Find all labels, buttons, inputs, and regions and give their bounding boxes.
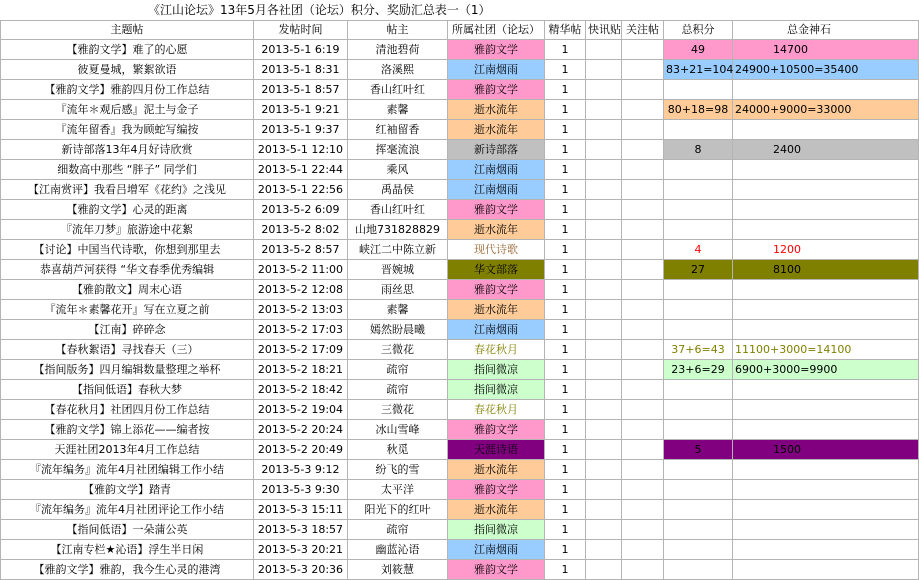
cell-essence[interactable]: 1 (545, 520, 586, 540)
cell-points[interactable] (664, 80, 733, 100)
cell-topic[interactable]: 『流年留香』我为顾蛇写编按 (1, 120, 254, 140)
cell-essence[interactable]: 1 (545, 160, 586, 180)
cell-topic[interactable]: 【雅韵文学】锦上添花——编者按 (1, 420, 254, 440)
cell-essence[interactable]: 1 (545, 100, 586, 120)
cell-flash[interactable] (586, 100, 622, 120)
cell-points[interactable] (664, 480, 733, 500)
cell-focus[interactable] (622, 220, 664, 240)
table-row (1, 360, 919, 380)
cell-topic[interactable]: 【江南赏评】我看吕增军《花约》之浅见 (1, 180, 254, 200)
cell-topic[interactable]: 【指间低语】春秋大梦 (1, 380, 254, 400)
cell-stones[interactable]: 14700 (733, 40, 919, 60)
cell-topic[interactable]: 【指间版务】四月编辑数量整理之举杯 (1, 360, 254, 380)
cell-club[interactable]: 雅韵文学 (448, 480, 545, 500)
cell-topic[interactable]: 恭喜葫芦河获得 “华文春季优秀编辑 (1, 260, 254, 280)
cell-points[interactable] (664, 420, 733, 440)
cell-club[interactable]: 江南烟雨 (448, 160, 545, 180)
cell-topic[interactable]: 【雅韵文学】雅韵四月份工作总结 (1, 80, 254, 100)
cell-club[interactable]: 指间微凉 (448, 520, 545, 540)
cell-stones[interactable]: 1500 (733, 440, 919, 460)
cell-flash[interactable] (586, 200, 622, 220)
cell-author[interactable]: 清池碧荷 (348, 40, 448, 60)
cell-focus[interactable] (622, 380, 664, 400)
cell-club[interactable]: 指间微凉 (448, 360, 545, 380)
cell-topic[interactable]: 细数高中那些 “胖子” 同学们 (1, 160, 254, 180)
cell-stones[interactable] (733, 180, 919, 200)
cell-time[interactable]: 2013-5-1 6:19 (254, 40, 348, 60)
cell-flash[interactable] (586, 460, 622, 480)
cell-focus[interactable] (622, 100, 664, 120)
cell-club[interactable]: 江南烟雨 (448, 180, 545, 200)
cell-flash[interactable] (586, 340, 622, 360)
cell-points[interactable]: 8 (664, 140, 733, 160)
cell-time[interactable]: 2013-5-1 22:56 (254, 180, 348, 200)
cell-time[interactable]: 2013-5-3 9:12 (254, 460, 348, 480)
cell-stones[interactable] (733, 500, 919, 520)
cell-topic[interactable]: 『流年编务』流年4月社团编辑工作小结 (1, 460, 254, 480)
cell-topic[interactable]: 【雅韵文学】雅韵，我今生心灵的港湾 (1, 560, 254, 580)
cell-stones[interactable] (733, 380, 919, 400)
col-header-author: 帖主 (348, 21, 448, 40)
cell-time[interactable]: 2013-5-2 17:03 (254, 320, 348, 340)
cell-essence[interactable]: 1 (545, 260, 586, 280)
cell-focus[interactable] (622, 520, 664, 540)
cell-club[interactable]: 江南烟雨 (448, 320, 545, 340)
cell-points[interactable]: 37+6=43 (664, 340, 733, 360)
cell-essence[interactable]: 1 (545, 120, 586, 140)
score-table (0, 20, 919, 580)
cell-author[interactable]: 太平洋 (348, 480, 448, 500)
cell-topic[interactable]: 彼夏曼城，繁絮欲语 (1, 60, 254, 80)
cell-essence[interactable]: 1 (545, 60, 586, 80)
table-row (1, 280, 919, 300)
cell-stones[interactable] (733, 220, 919, 240)
cell-flash[interactable] (586, 400, 622, 420)
cell-club[interactable]: 江南烟雨 (448, 540, 545, 560)
cell-time[interactable]: 2013-5-1 12:10 (254, 140, 348, 160)
cell-focus[interactable] (622, 320, 664, 340)
cell-stones[interactable] (733, 320, 919, 340)
cell-focus[interactable] (622, 180, 664, 200)
cell-author[interactable]: 香山红叶红 (348, 80, 448, 100)
cell-club[interactable]: 雅韵文学 (448, 200, 545, 220)
cell-topic[interactable]: 『流年刀梦』旅游途中花絮 (1, 220, 254, 240)
cell-stones[interactable] (733, 300, 919, 320)
cell-flash[interactable] (586, 40, 622, 60)
cell-stones[interactable]: 24900+10500=35400 (733, 60, 919, 80)
cell-focus[interactable] (622, 560, 664, 580)
cell-focus[interactable] (622, 460, 664, 480)
cell-author[interactable]: 素馨 (348, 300, 448, 320)
cell-club[interactable]: 新诗部落 (448, 140, 545, 160)
cell-focus[interactable] (622, 240, 664, 260)
cell-essence[interactable]: 1 (545, 40, 586, 60)
table-row (1, 480, 919, 500)
cell-points[interactable]: 4 (664, 240, 733, 260)
cell-flash[interactable] (586, 140, 622, 160)
cell-author[interactable]: 香山红叶红 (348, 200, 448, 220)
cell-essence[interactable]: 1 (545, 80, 586, 100)
cell-club[interactable]: 逝水流年 (448, 220, 545, 240)
table-row (1, 120, 919, 140)
cell-points[interactable]: 83+21=104 (664, 60, 733, 80)
cell-club[interactable]: 逝水流年 (448, 100, 545, 120)
col-header-topic: 主题帖 (1, 21, 254, 40)
table-row (1, 540, 919, 560)
cell-points[interactable] (664, 180, 733, 200)
cell-topic[interactable]: 『流年＊观后感』泥土与金子 (1, 100, 254, 120)
cell-stones[interactable] (733, 160, 919, 180)
cell-stones[interactable] (733, 480, 919, 500)
cell-points[interactable] (664, 560, 733, 580)
cell-points[interactable] (664, 380, 733, 400)
cell-author[interactable]: 晋婉城 (348, 260, 448, 280)
cell-essence[interactable]: 1 (545, 300, 586, 320)
cell-flash[interactable] (586, 220, 622, 240)
table-row (1, 520, 919, 540)
table-body (1, 40, 919, 580)
cell-topic[interactable]: 【雅韵文学】难了的心愿 (1, 40, 254, 60)
cell-focus[interactable] (622, 540, 664, 560)
table-row (1, 340, 919, 360)
table-row (1, 60, 919, 80)
table-row (1, 240, 919, 260)
cell-focus[interactable] (622, 420, 664, 440)
cell-topic[interactable]: 【雅韵散文】周末心语 (1, 280, 254, 300)
table-row (1, 100, 919, 120)
cell-time[interactable]: 2013-5-2 20:49 (254, 440, 348, 460)
table-row (1, 40, 919, 60)
cell-points[interactable] (664, 220, 733, 240)
cell-author[interactable]: 禹晶侯 (348, 180, 448, 200)
cell-focus[interactable] (622, 280, 664, 300)
cell-essence[interactable]: 1 (545, 360, 586, 380)
table-row (1, 180, 919, 200)
cell-essence[interactable]: 1 (545, 540, 586, 560)
cell-flash[interactable] (586, 360, 622, 380)
cell-topic[interactable]: 【江南专栏★沁语】浮生半日闲 (1, 540, 254, 560)
cell-club[interactable]: 指间微凉 (448, 380, 545, 400)
cell-author[interactable]: 嫣然盼晨曦 (348, 320, 448, 340)
cell-time[interactable]: 2013-5-1 8:31 (254, 60, 348, 80)
cell-time[interactable]: 2013-5-2 12:08 (254, 280, 348, 300)
cell-points[interactable] (664, 300, 733, 320)
cell-time[interactable]: 2013-5-1 22:44 (254, 160, 348, 180)
cell-focus[interactable] (622, 480, 664, 500)
cell-topic[interactable]: 『流年编务』流年4月社团评论工作小结 (1, 500, 254, 520)
cell-flash[interactable] (586, 480, 622, 500)
cell-points[interactable] (664, 500, 733, 520)
cell-flash[interactable] (586, 440, 622, 460)
cell-essence[interactable]: 1 (545, 240, 586, 260)
cell-club[interactable]: 现代诗歌 (448, 240, 545, 260)
cell-time[interactable]: 2013-5-1 9:37 (254, 120, 348, 140)
col-header-essence: 精华帖 (545, 21, 586, 40)
cell-points[interactable] (664, 200, 733, 220)
cell-time[interactable]: 2013-5-3 15:11 (254, 500, 348, 520)
table-row (1, 220, 919, 240)
cell-essence[interactable]: 1 (545, 500, 586, 520)
cell-stones[interactable] (733, 200, 919, 220)
cell-author[interactable]: 素馨 (348, 100, 448, 120)
cell-author[interactable]: 幽蓝沁语 (348, 540, 448, 560)
cell-points[interactable] (664, 460, 733, 480)
cell-time[interactable]: 2013-5-2 20:24 (254, 420, 348, 440)
table-row (1, 460, 919, 480)
table-row (1, 300, 919, 320)
cell-essence[interactable]: 1 (545, 420, 586, 440)
cell-club[interactable]: 逝水流年 (448, 460, 545, 480)
cell-flash[interactable] (586, 240, 622, 260)
cell-time[interactable]: 2013-5-2 19:04 (254, 400, 348, 420)
cell-focus[interactable] (622, 300, 664, 320)
cell-essence[interactable]: 1 (545, 180, 586, 200)
cell-points[interactable]: 80+18=98 (664, 100, 733, 120)
table-row (1, 400, 919, 420)
cell-essence[interactable]: 1 (545, 200, 586, 220)
table-row (1, 420, 919, 440)
cell-flash[interactable] (586, 380, 622, 400)
cell-author[interactable]: 秋觅 (348, 440, 448, 460)
cell-author[interactable]: 洛溪熙 (348, 60, 448, 80)
cell-club[interactable]: 华文部落 (448, 260, 545, 280)
cell-focus[interactable] (622, 160, 664, 180)
cell-flash[interactable] (586, 260, 622, 280)
cell-club[interactable]: 雅韵文学 (448, 280, 545, 300)
cell-author[interactable]: 阳光下的红叶 (348, 500, 448, 520)
cell-stones[interactable] (733, 560, 919, 580)
cell-stones[interactable]: 1200 (733, 240, 919, 260)
cell-club[interactable]: 江南烟雨 (448, 60, 545, 80)
cell-time[interactable]: 2013-5-2 6:09 (254, 200, 348, 220)
cell-focus[interactable] (622, 360, 664, 380)
cell-stones[interactable]: 6900+3000=9900 (733, 360, 919, 380)
cell-author[interactable]: 红袖留香 (348, 120, 448, 140)
cell-time[interactable]: 2013-5-2 18:42 (254, 380, 348, 400)
cell-stones[interactable]: 24000+9000=33000 (733, 100, 919, 120)
cell-author[interactable]: 疏帘 (348, 380, 448, 400)
cell-flash[interactable] (586, 560, 622, 580)
cell-essence[interactable]: 1 (545, 280, 586, 300)
table-row (1, 320, 919, 340)
cell-topic[interactable]: 【雅韵文学】心灵的距离 (1, 200, 254, 220)
cell-topic[interactable]: 【雅韵文学】踏青 (1, 480, 254, 500)
table-row (1, 160, 919, 180)
cell-flash[interactable] (586, 420, 622, 440)
cell-focus[interactable] (622, 340, 664, 360)
col-header-time: 发帖时间 (254, 21, 348, 40)
cell-club[interactable]: 雅韵文学 (448, 420, 545, 440)
cell-club[interactable]: 雅韵文学 (448, 80, 545, 100)
col-header-flash: 快讯贴 (586, 21, 622, 40)
cell-time[interactable]: 2013-5-2 8:02 (254, 220, 348, 240)
sheet-title: 《江山论坛》13年5月各社团（论坛）积分、奖励汇总表一（1） (148, 3, 491, 17)
sheet-title-row (0, 0, 833, 20)
cell-essence[interactable]: 1 (545, 440, 586, 460)
cell-club[interactable]: 天涯诗语 (448, 440, 545, 460)
cell-stones[interactable] (733, 280, 919, 300)
cell-focus[interactable] (622, 500, 664, 520)
cell-club[interactable]: 逝水流年 (448, 120, 545, 140)
cell-flash[interactable] (586, 80, 622, 100)
cell-club[interactable]: 雅韵文学 (448, 560, 545, 580)
cell-club[interactable]: 春花秋月 (448, 400, 545, 420)
cell-stones[interactable]: 11100+3000=14100 (733, 340, 919, 360)
cell-author[interactable]: 三微花 (348, 400, 448, 420)
cell-time[interactable]: 2013-5-2 13:03 (254, 300, 348, 320)
cell-stones[interactable] (733, 120, 919, 140)
cell-focus[interactable] (622, 40, 664, 60)
cell-author[interactable]: 冰山雪峰 (348, 420, 448, 440)
cell-author[interactable]: 山地731828829 (348, 220, 448, 240)
cell-time[interactable]: 2013-5-2 17:09 (254, 340, 348, 360)
cell-flash[interactable] (586, 60, 622, 80)
col-header-club: 所属社团（论坛） (448, 21, 545, 40)
cell-stones[interactable] (733, 80, 919, 100)
cell-points[interactable] (664, 540, 733, 560)
cell-focus[interactable] (622, 120, 664, 140)
col-header-points: 总积分 (664, 21, 733, 40)
cell-time[interactable]: 2013-5-2 8:57 (254, 240, 348, 260)
cell-essence[interactable]: 1 (545, 220, 586, 240)
cell-essence[interactable]: 1 (545, 400, 586, 420)
cell-author[interactable]: 雨丝思 (348, 280, 448, 300)
cell-author[interactable]: 疏帘 (348, 360, 448, 380)
cell-topic[interactable]: 『流年＊素馨花开』写在立夏之前 (1, 300, 254, 320)
cell-author[interactable]: 刘筱慧 (348, 560, 448, 580)
cell-points[interactable] (664, 320, 733, 340)
cell-focus[interactable] (622, 260, 664, 280)
cell-flash[interactable] (586, 540, 622, 560)
cell-time[interactable]: 2013-5-3 20:21 (254, 540, 348, 560)
cell-points[interactable]: 23+6=29 (664, 360, 733, 380)
cell-author[interactable]: 纷飞的雪 (348, 460, 448, 480)
cell-points[interactable]: 5 (664, 440, 733, 460)
cell-points[interactable]: 27 (664, 260, 733, 280)
cell-topic[interactable]: 【春花秋月】社团四月份工作总结 (1, 400, 254, 420)
cell-focus[interactable] (622, 140, 664, 160)
cell-author[interactable]: 挥毫流浪 (348, 140, 448, 160)
cell-flash[interactable] (586, 520, 622, 540)
cell-author[interactable]: 峡江二中陈立新 (348, 240, 448, 260)
cell-author[interactable]: 三微花 (348, 340, 448, 360)
cell-flash[interactable] (586, 160, 622, 180)
cell-flash[interactable] (586, 120, 622, 140)
cell-points[interactable] (664, 520, 733, 540)
cell-club[interactable]: 逝水流年 (448, 300, 545, 320)
table-row (1, 80, 919, 100)
cell-club[interactable]: 春花秋月 (448, 340, 545, 360)
table-row (1, 440, 919, 460)
cell-essence[interactable]: 1 (545, 320, 586, 340)
cell-time[interactable]: 2013-5-1 9:21 (254, 100, 348, 120)
col-header-stones: 总金神石 (733, 21, 919, 40)
cell-stones[interactable] (733, 460, 919, 480)
header-row (1, 21, 919, 40)
cell-stones[interactable]: 2400 (733, 140, 919, 160)
cell-flash[interactable] (586, 320, 622, 340)
cell-essence[interactable]: 1 (545, 560, 586, 580)
cell-points[interactable]: 49 (664, 40, 733, 60)
cell-club[interactable]: 逝水流年 (448, 500, 545, 520)
cell-focus[interactable] (622, 200, 664, 220)
cell-flash[interactable] (586, 280, 622, 300)
cell-time[interactable]: 2013-5-2 11:00 (254, 260, 348, 280)
cell-focus[interactable] (622, 400, 664, 420)
table-row (1, 140, 919, 160)
cell-focus[interactable] (622, 440, 664, 460)
cell-focus[interactable] (622, 60, 664, 80)
cell-stones[interactable]: 8100 (733, 260, 919, 280)
cell-topic[interactable]: 【指间低语】一朵蒲公英 (1, 520, 254, 540)
table-row (1, 200, 919, 220)
cell-essence[interactable]: 1 (545, 140, 586, 160)
cell-topic[interactable]: 天涯社团2013年4月工作总结 (1, 440, 254, 460)
cell-essence[interactable]: 1 (545, 380, 586, 400)
cell-author[interactable]: 乘风 (348, 160, 448, 180)
cell-flash[interactable] (586, 180, 622, 200)
cell-points[interactable] (664, 280, 733, 300)
cell-topic[interactable]: 新诗部落13年4月好诗欣赏 (1, 140, 254, 160)
cell-points[interactable] (664, 400, 733, 420)
cell-time[interactable]: 2013-5-1 8:57 (254, 80, 348, 100)
cell-points[interactable] (664, 120, 733, 140)
cell-topic[interactable]: 【讨论】中国当代诗歌，你想到那里去 (1, 240, 254, 260)
cell-flash[interactable] (586, 300, 622, 320)
cell-focus[interactable] (622, 80, 664, 100)
cell-flash[interactable] (586, 500, 622, 520)
cell-time[interactable]: 2013-5-3 18:57 (254, 520, 348, 540)
col-header-focus: 关注帖 (622, 21, 664, 40)
cell-time[interactable]: 2013-5-3 9:30 (254, 480, 348, 500)
cell-club[interactable]: 雅韵文学 (448, 40, 545, 60)
cell-stones[interactable] (733, 420, 919, 440)
cell-points[interactable] (664, 160, 733, 180)
cell-topic[interactable]: 【春秋絮语】寻找春天（三） (1, 340, 254, 360)
cell-stones[interactable] (733, 400, 919, 420)
cell-essence[interactable]: 1 (545, 480, 586, 500)
table-row (1, 380, 919, 400)
cell-essence[interactable]: 1 (545, 460, 586, 480)
cell-time[interactable]: 2013-5-3 20:36 (254, 560, 348, 580)
cell-stones[interactable] (733, 540, 919, 560)
cell-stones[interactable] (733, 520, 919, 540)
cell-essence[interactable]: 1 (545, 340, 586, 360)
cell-topic[interactable]: 【江南】碎碎念 (1, 320, 254, 340)
table-row (1, 500, 919, 520)
cell-time[interactable]: 2013-5-2 18:21 (254, 360, 348, 380)
cell-author[interactable]: 疏帘 (348, 520, 448, 540)
table-row (1, 260, 919, 280)
table-row (1, 560, 919, 580)
